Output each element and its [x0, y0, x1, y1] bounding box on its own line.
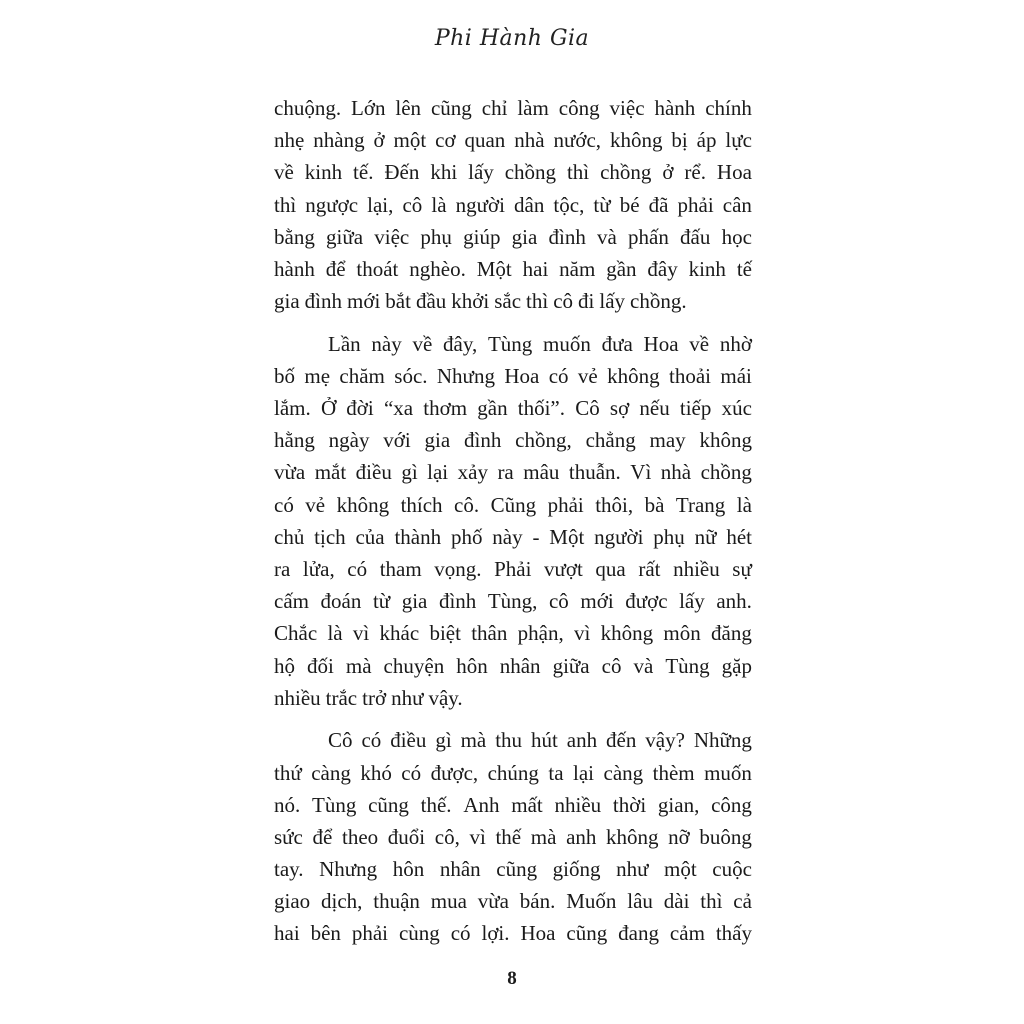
paragraph — [274, 92, 752, 317]
text-line: bố mẹ chăm sóc. Nhưng Hoa có vẻ không thoải mái — [274, 363, 752, 388]
text-line: thì ngược lại, cô là người dân tộc, từ bé đã phải cân — [274, 192, 752, 217]
text-line: sức để theo đuổi cô, vì thế mà anh không nỡ buông — [274, 824, 752, 849]
page-number: 8 — [507, 968, 517, 989]
text-line: chủ tịch của thành phố này - Một người phụ nữ hét — [274, 524, 752, 549]
text-line: Cô có điều gì mà thu hút anh đến vậy? Những — [328, 728, 752, 753]
text-line: hành để thoát nghèo. Một hai năm gần đây kinh tế — [274, 256, 752, 281]
running-header-title: Phi Hành Gia — [434, 26, 590, 51]
text-line: thứ càng khó có được, chúng ta lại càng thèm muốn — [274, 760, 752, 785]
text-line: Chắc là vì khác biệt thân phận, vì không môn đăng — [274, 621, 752, 646]
text-line: hai bên phải cùng có lợi. Hoa cũng đang cảm thấy — [274, 921, 752, 946]
text-line: gia đình mới bắt đầu khởi sắc thì cô đi lấy chồng. — [274, 289, 687, 314]
text-line: ra lửa, có tham vọng. Phải vượt qua rất nhiều sự — [274, 557, 752, 582]
paragraph-gap — [274, 317, 752, 327]
text-line: vừa mắt điều gì lại xảy ra mâu thuẫn. Vì nhà chồng — [274, 460, 752, 485]
text-line: bằng giữa việc phụ giúp gia đình và phấn đấu học — [274, 224, 752, 249]
text-line: tay. Nhưng hôn nhân cũng giống như một cuộc — [274, 857, 752, 882]
paragraph-gap — [274, 714, 752, 724]
text-line: có vẻ không thích cô. Cũng phải thôi, bà Trang là — [274, 492, 752, 517]
text-line: giao dịch, thuận mua vừa bán. Muốn lâu dài thì cả — [274, 889, 752, 914]
paragraph — [274, 328, 752, 714]
body-text — [274, 92, 752, 950]
text-line: lắm. Ở đời “xa thơm gần thối”. Cô sợ nếu tiếp xúc — [274, 396, 752, 421]
text-line: nhiều trắc trở như vậy. — [274, 685, 463, 710]
text-line: chuộng. Lớn lên cũng chỉ làm công việc hành chính — [274, 96, 752, 120]
text-line: nhẹ nhàng ở một cơ quan nhà nước, không bị áp lực — [274, 128, 752, 153]
text-line: Lần này về đây, Tùng muốn đưa Hoa về nhờ — [328, 331, 752, 356]
text-line: cấm đoán từ gia đình Tùng, cô mới được lấy anh. — [274, 589, 752, 614]
text-line: nó. Tùng cũng thế. Anh mất nhiều thời gian, công — [274, 792, 752, 817]
text-line: về kinh tế. Đến khi lấy chồng thì chồng ở rể. Hoa — [274, 160, 752, 185]
text-line: hằng ngày với gia đình chồng, chẳng may không — [274, 428, 752, 453]
text-line: hộ đối mà chuyện hôn nhân giữa cô và Tùng gặp — [274, 653, 752, 678]
paragraph — [274, 724, 752, 949]
